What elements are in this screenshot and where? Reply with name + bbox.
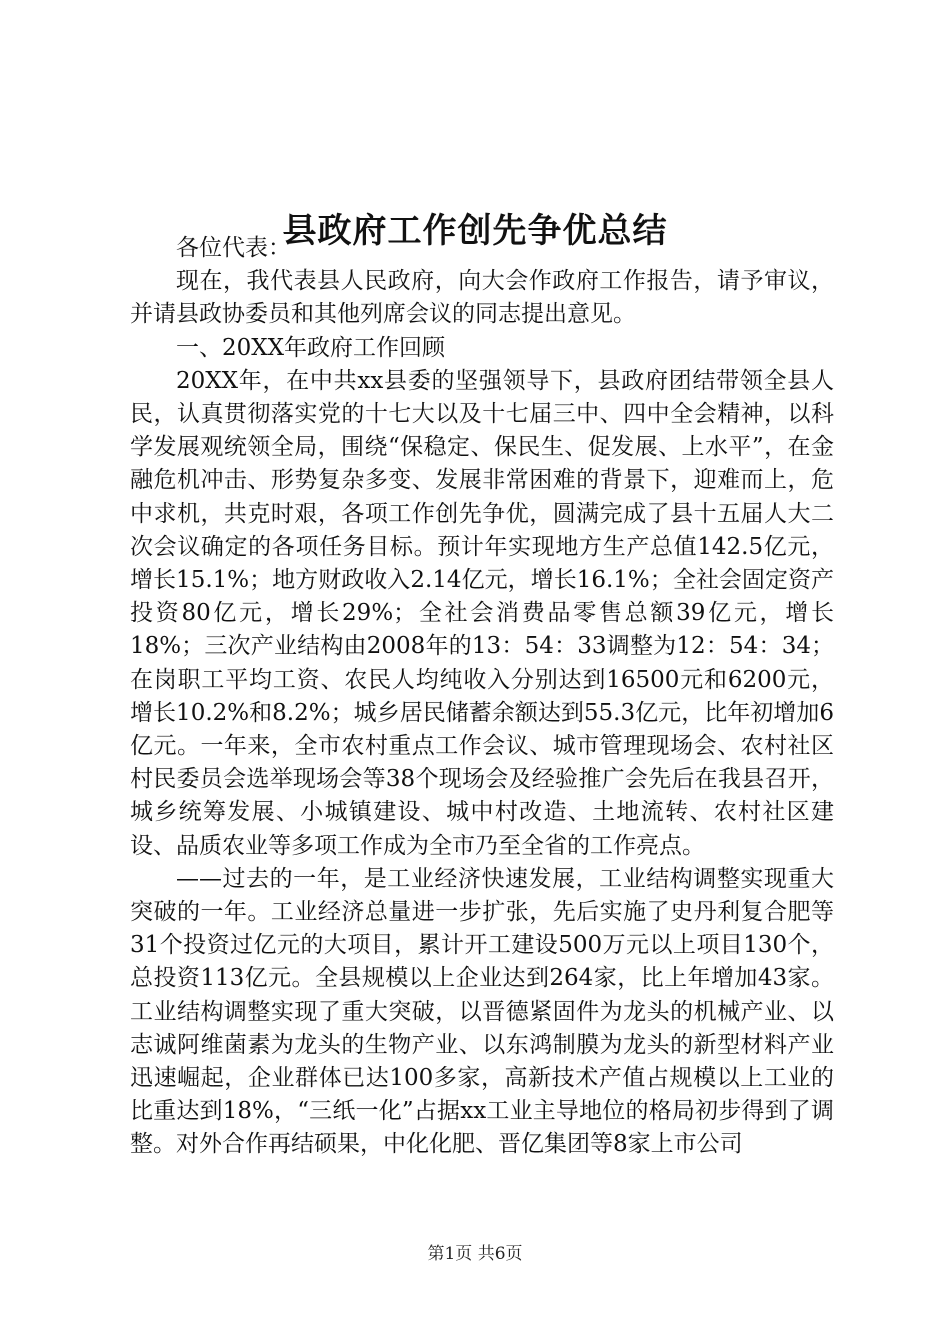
document-title: 县政府工作创先争优总结	[282, 210, 668, 251]
section-heading: 一、20XX年政府工作回顾	[176, 334, 446, 361]
page-number: 第1页 共6页	[427, 1244, 523, 1264]
salutation-paragraph: 各位代表：	[176, 235, 291, 261]
document-body	[130, 232, 834, 1162]
review-paragraph: 20XX年，在中共xx县委的坚强领导下，县政府团结带领全县人民，认真贯彻落实党的十七大以及十七届三中、四中全会精神，以科学发展观统领全局，围绕“保稳定、保民生、促发展、上水平”，在金融危机冲击、形势复杂多变、发展非常困难的背景下，迎难而上，危中求机，共克时艰，各项工作创先争优，圆满完成了县十五届人大二次会议确定的各项任务目标。预计年实现地方生产总值142.5亿元，增长15.1%；地方财政收入2.14亿元，增长16.1%；全社会固定资产投资80亿元，增长29%；全社会消费品零售总额39亿元，增长18%；三次产业结构由2008年的13：54：33调整为12：54：34；在岗职工平均工资、农民人均纯收入分别达到16500元和6200元，增长10.2%和8.2%；城乡居民储蓄余额达到55.3亿元，比年初增加6亿元。一年来，全市农村重点工作会议、城市管理现场会、农村社区村民委员会选举现场会等38个现场会及经验推广会先后在我县召开，城乡统筹发展、小城镇建设、城中村改造、土地流转、农村社区建设、品质农业等多项工作成为全市乃至全省的工作亮点。	[130, 367, 834, 859]
industry-paragraph: ——过去的一年，是工业经济快速发展，工业结构调整实现重大突破的一年。工业经济总量进一步扩张，先后实施了史丹利复合肥等31个投资过亿元的大项目，累计开工建设500万元以上项目130个，总投资113亿元。全县规模以上企业达到264家，比上年增加43家。工业结构调整实现了重大突破，以晋德紧固件为龙头的机械产业、以志诚阿维菌素为龙头的生物产业、以东鸿制膜为龙头的新型材料产业迅速崛起，企业群体已达100多家，高新技术产值占规模以上工业的比重达到18%，“三纸一化”占据xx工业主导地位的格局初步得到了调整。对外合作再结硕果，中化化肥、晋亿集团等8家上市公司	[130, 865, 834, 1158]
intro-paragraph: 现在，我代表县人民政府，向大会作政府工作报告，请予审议，并请县政协委员和其他列席会议的同志提出意见。	[130, 268, 834, 328]
